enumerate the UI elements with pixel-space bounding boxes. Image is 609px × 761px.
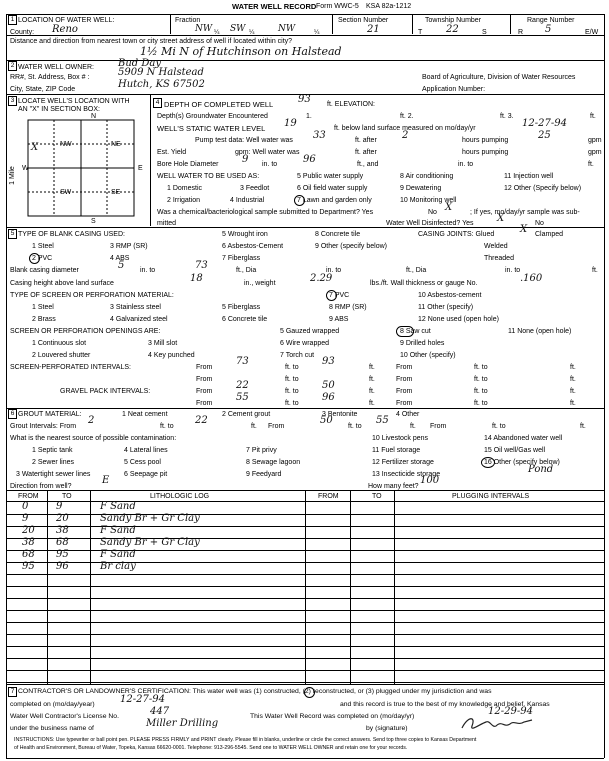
grout-1[interactable]: 1 Neat cement [122,411,168,418]
grout-2[interactable]: 2 Cement grout [222,411,271,418]
log-row-description[interactable]: Br clay [100,561,136,572]
opening-8[interactable]: 8 Saw cut [400,328,431,335]
log-from-header: FROM [18,493,39,500]
other-circle [481,457,495,468]
bore-ft: ft. [588,161,594,168]
in-to-2: in. to [326,267,342,274]
screen-pvc-circle [326,290,337,301]
gravel-to-label-2: ft. to [474,388,488,395]
county-value[interactable]: Reno [52,24,78,35]
gravel-from-1[interactable]: 22 [236,380,249,391]
ft-dia: ft., Dia [236,267,257,274]
opening-10[interactable]: 10 Other (specify) [400,352,456,359]
perf-ft-2: ft. [570,364,576,371]
log-row-description[interactable]: Sandy Br + Gr Clay [100,513,200,524]
threaded[interactable]: Threaded [484,255,514,262]
gauge-value[interactable]: .160 [520,273,543,284]
bore-value[interactable]: 9 [242,154,249,165]
grout-from-2[interactable]: 50 [320,415,333,426]
welded[interactable]: Welded [484,243,508,250]
log-row-from[interactable]: 9 [22,513,29,524]
source-9[interactable]: 9 Feedyard [246,471,282,478]
bore-and: ft., and [357,161,379,168]
form-title: WATER WELL RECORD [232,2,317,11]
gravel-label: GRAVEL PACK INTERVALS: [60,388,151,395]
perf-to-label-2: ft. to [474,364,488,371]
grout-ft-2: ft. [410,423,416,430]
diameter-value[interactable]: 5 [118,260,125,271]
city-label: City, State, ZIP Code [10,86,76,93]
use-2[interactable]: 2 Irrigation [167,197,201,204]
perf-from-label-4: From [396,376,413,383]
diameter-label: Blank casing diameter [10,267,79,274]
screen-1[interactable]: 1 Steel [32,304,54,311]
signature-label: by (signature) [366,725,408,732]
opening-1[interactable]: 1 Continuous slot [32,340,87,347]
source-8[interactable]: 8 Sewage lagoon [246,459,301,466]
disinfected-no[interactable]: No [535,220,544,227]
screen-3[interactable]: 3 Stainless steel [110,304,161,311]
source-4[interactable]: 4 Lateral lines [124,447,168,454]
quarter-mark: ¼ [314,29,320,36]
distance-label: Distance and direction from nearest town or city street address of well if located within city? [10,38,293,45]
gravel-from-label-4: From [396,400,413,407]
use-4[interactable]: 4 Industrial [230,197,265,204]
township-label: Township Number [425,17,482,24]
log-row-description[interactable]: F Sand [100,549,136,560]
perf-to-label-4: ft. to [474,376,488,383]
ft-3: ft. [592,267,598,274]
perf-from[interactable]: 73 [236,356,249,367]
log-row-description[interactable]: F Sand [100,525,136,536]
section-6-number: 6 [8,409,17,419]
yield-label: Est. Yield [157,149,187,156]
gw-ft: ft. [590,113,596,120]
range-prefix: R [518,29,524,36]
source-1[interactable]: 1 Septic tank [32,447,73,454]
gravel-to-label-4: ft. to [474,400,488,407]
static-tail: ft. below land surface measured on mo/day/yr [334,125,476,132]
grout-title: GROUT MATERIAL: [18,411,82,418]
height-label: Casing height above land surface [10,280,114,287]
mile-label: 1 Mile [8,166,16,185]
opening-9[interactable]: 9 Drilled holes [400,340,445,347]
address-value[interactable]: 5909 N Halstead [118,67,204,78]
township-prefix: T [418,29,423,36]
grout-ft-3: ft. [580,423,586,430]
perf-from-label-3: From [196,376,213,383]
pump-gpm[interactable]: 25 [538,130,551,141]
hours-pumping: hours pumping [462,137,509,144]
range-value[interactable]: 5 [545,24,552,35]
perforated-label: SCREEN-PERFORATED INTERVALS: [10,364,131,371]
mitted: mitted [157,220,177,227]
casing-5[interactable]: 5 Wrought iron [222,231,268,238]
instructions-line-2: of Health and Environment, Bureau of Water, Topeka, Kansas 66620-0001. Telephone: 913-296-5545. Send one to WATER WELL OWNER and retain one for your records. [14,745,408,751]
grout-3[interactable]: 3 Bentonite [322,411,358,418]
gravel-to-2[interactable]: 96 [322,392,335,403]
owner-value[interactable]: Bud Day [118,58,161,69]
completed-label: completed on (mo/day/year) [10,701,95,708]
section-2-number: 2 [8,61,17,71]
record-date[interactable]: 12-29-94 [488,706,533,717]
log-row-from[interactable]: 95 [22,561,35,572]
in-to: in. to [140,267,156,274]
log-row-to[interactable]: 20 [56,513,69,524]
ft-after-2: ft. after [355,149,377,156]
feet-value[interactable]: 100 [420,475,440,486]
casing-1[interactable]: 1 Steel [32,243,54,250]
gw-2: ft. 2. [400,113,414,120]
board-text: Board of Agriculture, Division of Water Resources [422,74,576,81]
section-grid[interactable] [14,112,148,224]
fraction-value-3[interactable]: NW [278,24,296,34]
sw-label: SW [60,189,72,196]
fraction-label: Fraction [175,17,201,24]
clamped[interactable]: Clamped [535,231,564,238]
gravel-ft: ft. [369,388,375,395]
gw-1: 1. [306,113,312,120]
record-label: This Water Well Record was completed on (mo/day/yr) [250,713,415,720]
source-6[interactable]: 6 Seepage pit [124,471,168,478]
static-label: WELL'S STATIC WATER LEVEL [157,124,266,133]
completed-date[interactable]: 12-27-94 [120,694,165,705]
opening-6[interactable]: 6 Wire wrapped [280,340,330,347]
grout-to-label-2: ft. to [348,423,362,430]
use-11[interactable]: 11 Injection well [504,173,554,180]
pump-value[interactable]: 33 [313,130,326,141]
log-row-to[interactable]: 9 [56,501,63,512]
bore-in-to-2: in. to [458,161,474,168]
chem-label: Was a chemical/bacteriological sample submitted to Department? Yes [157,209,374,216]
business-label: under the business name of [10,725,94,732]
log-row-description[interactable]: Sandy Br + Gr Clay [100,537,200,548]
screen-12[interactable]: 12 None used (open hole) [418,316,499,323]
log-from-header-2: FROM [318,493,339,500]
screen-4[interactable]: 4 Galvanized steel [110,316,168,323]
perf-from-label: From [196,364,213,371]
source-10[interactable]: 10 Livestock pens [372,435,429,442]
direction-value[interactable]: E [102,475,110,486]
use-title: WELL WATER TO BE USED AS: [157,173,260,180]
source-2[interactable]: 2 Sewer lines [32,459,75,466]
casing-9[interactable]: 9 Other (specify below) [315,243,387,250]
form-number: Form WWC-5 [316,3,359,10]
section-number-label: Section Number [338,17,389,24]
ksa-code: KSA 82a-1212 [366,3,412,10]
use-1[interactable]: 1 Domestic [167,185,203,192]
city-value[interactable]: Hutch, KS 67502 [118,79,205,90]
constructed-circle [304,687,315,698]
grout-from-label: From [268,423,285,430]
location-title: LOCATION OF WATER WELL: [18,17,115,24]
business-value[interactable]: Miller Drilling [146,718,219,729]
other-value[interactable]: Pond [528,464,554,475]
use-8[interactable]: 8 Air conditioning [400,173,454,180]
north-label: N [91,113,97,120]
gravel-ft-3: ft. [369,400,375,407]
locate-title: LOCATE WELL'S LOCATION WITH [18,98,130,105]
range-suffix: E/W [585,29,599,36]
use-3[interactable]: 3 Feedlot [240,185,270,192]
opening-4[interactable]: 4 Key punched [148,352,195,359]
ne-label: NE [111,141,121,148]
lbs-label: lbs./ft. Wall thickness or gauge No. [370,280,478,287]
log-row-to[interactable]: 96 [56,561,69,572]
certification-text: CONTRACTOR'S OR LANDOWNER'S CERTIFICATION: This water well was (1) constructed, (2) reconstructed, or (3) plugged under my jurisdiction and was [18,688,492,695]
depth-value[interactable]: 93 [298,94,311,105]
log-row-description[interactable]: F Sand [100,501,136,512]
section-value[interactable]: 21 [367,24,380,35]
log-row-to[interactable]: 95 [56,549,69,560]
grout-from-label-3: From [430,423,447,430]
instructions-line-1: INSTRUCTIONS: Use typewriter or ball point pen. PLEASE PRESS FIRMLY and PRINT clearly. Please fill in blanks, underline or circle the correct answers. Send top three copies to Kansas Department [14,737,477,743]
opening-3[interactable]: 3 Mill slot [148,340,178,347]
perf-ft-3: ft. [369,376,375,383]
cert-tail: and this record is true to the best of my knowledge and belief. Kansas [340,701,550,708]
range-label: Range Number [527,17,575,24]
chem-mark[interactable]: X [445,202,453,213]
source-11[interactable]: 11 Fuel storage [372,447,421,454]
source-5[interactable]: 5 Cess pool [124,459,161,466]
joint-mark[interactable]: X [520,224,528,235]
disinfected-label: Water Well Disinfected? Yes [386,220,474,227]
diameter-to[interactable]: 73 [195,260,208,271]
south-label: S [91,218,96,225]
screen-10[interactable]: 10 Asbestos-cement [418,292,482,299]
saw-cut-circle [396,326,414,337]
pump-hours[interactable]: 2 [402,130,409,141]
section-5-number: 5 [8,229,17,239]
casing-joints: CASING JOINTS: Glued [418,231,495,238]
gravel-from-label-2: From [396,388,413,395]
perf-to-label: ft. to [285,364,299,371]
source-15[interactable]: 15 Oil well/Gas well [484,447,546,454]
screen-7-pvc[interactable]: 7 PVC [329,292,350,299]
source-question: What is the nearest source of possible contamination: [10,435,177,442]
log-row-to[interactable]: 68 [56,537,69,548]
license-label: Water Well Contractor's License No. [10,713,119,720]
grout-to-1[interactable]: 22 [195,415,208,426]
se-label: SE [111,189,121,196]
source-16[interactable]: 16 Other (specify below) [484,459,560,466]
township-value[interactable]: 22 [446,24,459,35]
log-row-from[interactable]: 0 [22,501,29,512]
openings-title: SCREEN OR PERFORATION OPENINGS ARE: [10,328,161,335]
east-label: E [138,165,143,172]
use-7[interactable]: 7 Lawn and garden only [297,197,372,204]
gravel-to-1[interactable]: 50 [322,380,335,391]
elevation-label: ft. ELEVATION: [327,101,375,108]
gravel-from-label: From [196,388,213,395]
casing-3[interactable]: 3 RMP (SR) [110,243,148,250]
casing-2-pvc[interactable]: 2 PVC [32,255,53,262]
bore-in-to: in. to [262,161,278,168]
log-litho-header: LITHOLOGIC LOG [150,493,210,500]
fraction-value-2[interactable]: SW [230,24,246,34]
pvc-circle [29,253,40,264]
gravel-from-label-3: From [196,400,213,407]
static-date[interactable]: 12-27-94 [522,118,567,129]
source-13[interactable]: 13 Insecticide storage [372,471,441,478]
use-7-circle [294,195,305,206]
log-to-header: TO [62,493,72,500]
casing-4[interactable]: 4 ABS [110,255,130,262]
distance-value[interactable]: 1½ Mi N of Hutchinson on Halstead [140,45,342,58]
disinfected-mark[interactable]: X [497,213,505,224]
casing-6[interactable]: 6 Asbestos-Cement [222,243,284,250]
perf-ft-4: ft. [570,376,576,383]
use-5[interactable]: 5 Public water supply [297,173,364,180]
hours-pumping-2: hours pumping [462,149,509,156]
pump-label: Pump test data: Well water was [195,137,293,144]
screen-5[interactable]: 5 Fiberglass [222,304,261,311]
county-label: County: [10,29,35,36]
source-14[interactable]: 14 Abandoned water well [484,435,563,442]
gravel-from-2[interactable]: 55 [236,392,249,403]
grout-to-label-3: ft. to [492,423,506,430]
perf-ft: ft. [369,364,375,371]
location-mark[interactable]: X [31,142,39,153]
groundwater-label: Depth(s) Groundwater Encountered [157,113,268,120]
casing-7[interactable]: 7 Fiberglass [222,255,261,262]
log-row-from[interactable]: 68 [22,549,35,560]
grout-from-1[interactable]: 2 [88,415,95,426]
gw-3: ft. 3. [500,113,514,120]
perf-to-label-3: ft. to [285,376,299,383]
ft-dia-2: ft., Dia [406,267,427,274]
in-weight: in., weight [244,280,276,287]
gpm-label: gpm [588,137,602,144]
weight-value[interactable]: 2.29 [310,273,333,284]
log-row-to[interactable]: 38 [56,525,69,536]
log-row-from[interactable]: 38 [22,537,35,548]
section-3-number: 3 [8,96,17,106]
bore-label: Bore Hole Diameter [157,161,219,168]
application-label: Application Number: [422,86,486,93]
opening-11[interactable]: 11 None (open hole) [508,328,572,335]
perf-to[interactable]: 93 [322,356,335,367]
log-row-from[interactable]: 20 [22,525,35,536]
gravel-ft-4: ft. [570,400,576,407]
opening-5[interactable]: 5 Gauzed wrapped [280,328,340,335]
yield-gpm: gpm: Well water was [235,149,300,156]
source-3[interactable]: 3 Watertight sewer lines [16,471,91,478]
depth-label: DEPTH OF COMPLETED WELL [164,100,274,109]
log-to-header-2: TO [372,493,382,500]
opening-7[interactable]: 7 Torch cut [280,352,315,359]
log-plug-header: PLUGGING INTERVALS [452,493,530,500]
grout-intervals-label: Grout Intervals: From [10,423,77,430]
height-value[interactable]: 18 [190,273,203,284]
use-12[interactable]: 12 Other (Specify below) [504,185,582,192]
screen-8[interactable]: 8 RMP (SR) [329,304,367,311]
section-4-number: 4 [153,98,162,108]
use-10[interactable]: 10 Monitoring well [400,197,457,204]
owner-label: WATER WELL OWNER: [18,64,94,71]
chem-no[interactable]: No [428,209,437,216]
casing-title: TYPE OF BLANK CASING USED: [18,231,125,238]
grout-ft-from: ft. [251,423,257,430]
screen-title: TYPE OF SCREEN OR PERFORATION MATERIAL: [10,292,174,299]
use-6[interactable]: 6 Oil field water supply [297,185,368,192]
screen-6[interactable]: 6 Concrete tile [222,316,268,323]
address-label: RR#, St. Address, Box # : [10,74,90,81]
use-9[interactable]: 9 Dewatering [400,185,442,192]
source-7[interactable]: 7 Pit privy [246,447,277,454]
direction-label: Direction from well? [10,483,72,490]
quarter-mark: ¼ [214,29,220,36]
license-number[interactable]: 447 [150,706,170,717]
perf-from-label-2: From [396,364,413,371]
screen-9[interactable]: 9 ABS [329,316,349,323]
west-label: W [22,165,29,172]
grout-4[interactable]: 4 Other [396,411,420,418]
locate-title-2: AN "X" IN SECTION BOX: [18,106,100,113]
screen-11[interactable]: 11 Other (specify) [418,304,474,311]
in-to-3: in. to [505,267,521,274]
gravel-to-label-3: ft. to [285,400,299,407]
gravel-to-label: ft. to [285,388,299,395]
bore-to[interactable]: 96 [303,154,316,165]
grout-to-2[interactable]: 55 [376,415,389,426]
screen-2[interactable]: 2 Brass [32,316,56,323]
gravel-ft-2: ft. [570,388,576,395]
township-suffix: S [482,29,487,36]
source-12[interactable]: 12 Fertilizer storage [372,459,434,466]
grout-to-label: ft. to [160,423,174,430]
ft-after: ft. after [355,137,377,144]
opening-2[interactable]: 2 Louvered shutter [32,352,91,359]
signature-image [458,714,538,734]
quarter-mark: ¼ [249,29,255,36]
gpm-label-2: gpm [588,149,602,156]
section-1-number: 1 [8,15,17,25]
nw-label: NW [60,141,72,148]
chem-tail: ; If yes, mo/day/yr sample was sub- [470,209,580,216]
static-value[interactable]: 19 [284,118,297,129]
section-7-number: 7 [8,687,17,697]
fraction-value[interactable]: NW [195,24,213,34]
casing-8[interactable]: 8 Concrete tile [315,231,361,238]
feet-label: How many feet? [368,483,419,490]
